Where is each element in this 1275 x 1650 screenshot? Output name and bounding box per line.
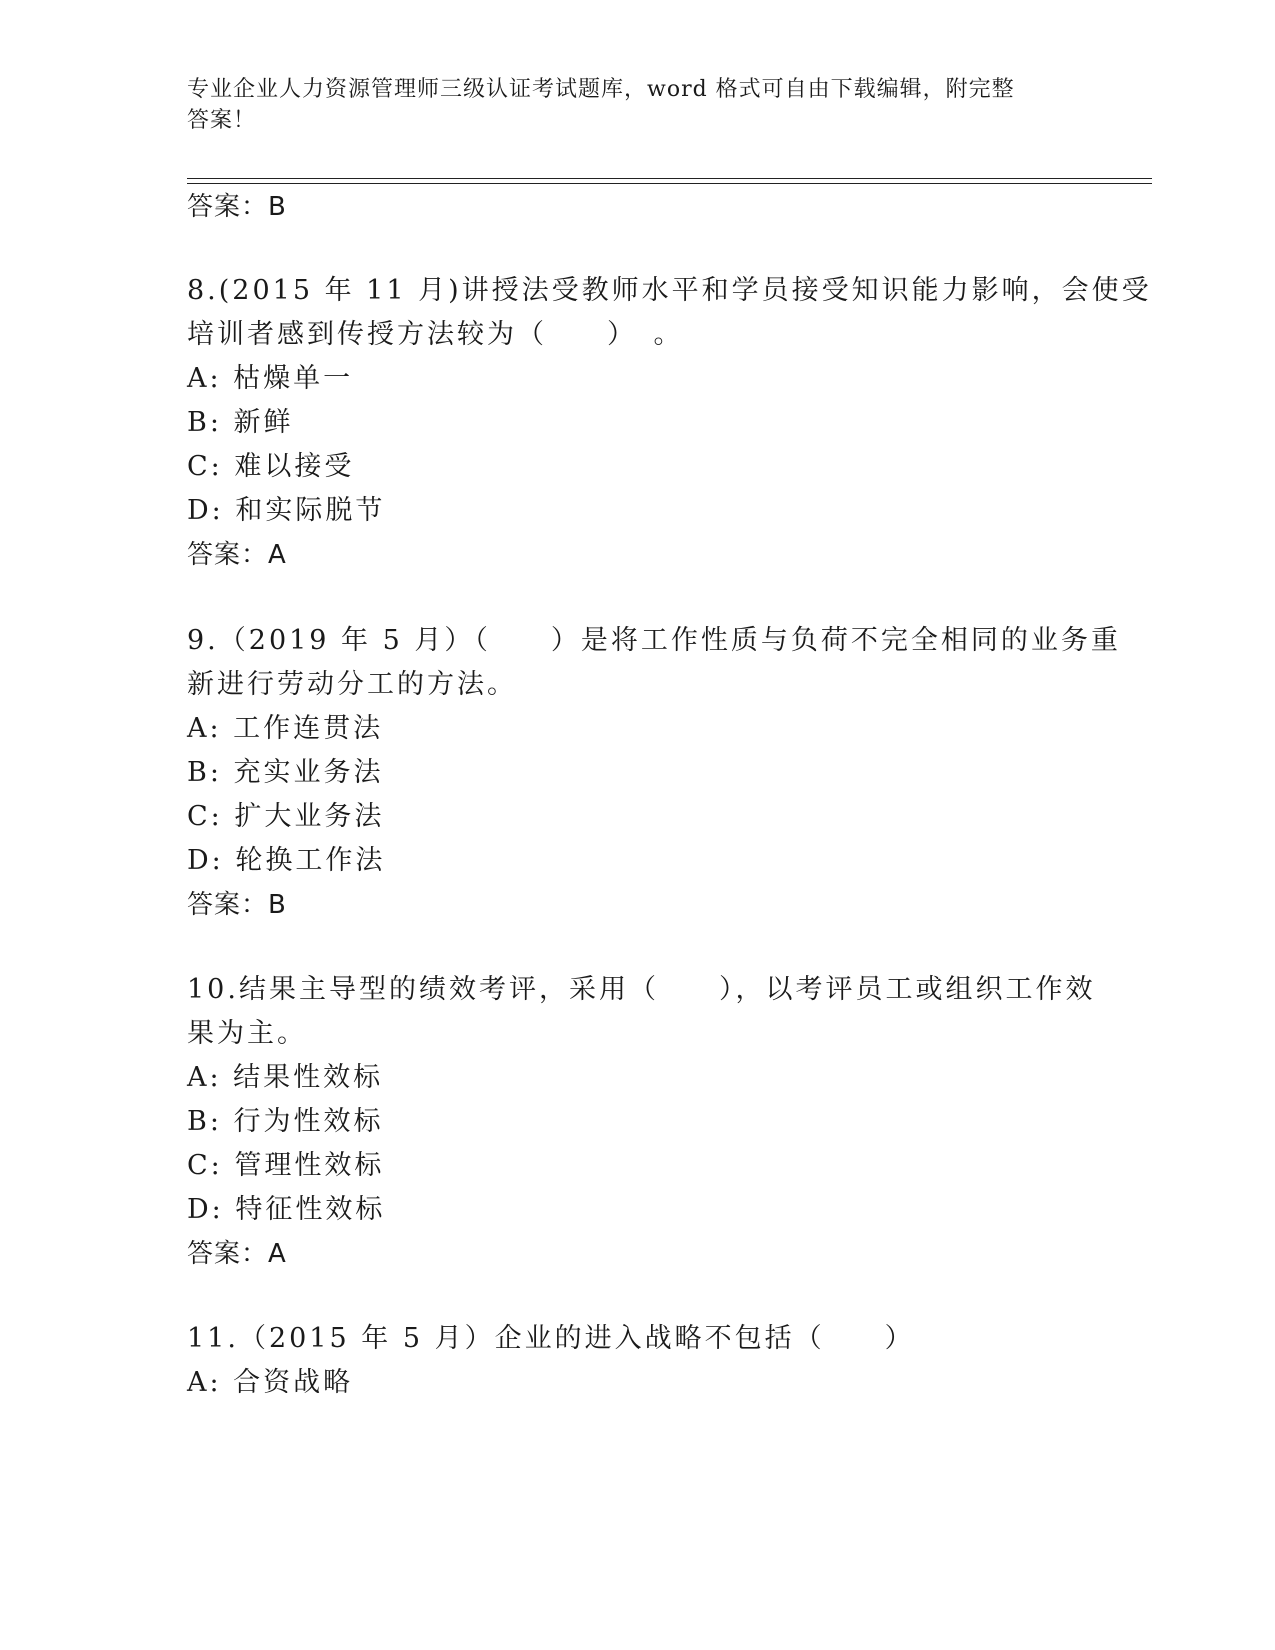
question-10-line-1: 10.结果主导型的绩效考评，采用（ ），以考评员工或组织工作效 (187, 974, 1096, 1005)
question-8-option-b: B: 新鲜 (187, 407, 294, 438)
question-8-option-c: C: 难以接受 (187, 451, 355, 482)
question-9-option-c: C: 扩大业务法 (187, 801, 385, 832)
question-10-line-2: 果为主。 (187, 1018, 307, 1049)
question-10-option-c: C: 管理性效标 (187, 1150, 385, 1181)
question-8-line-2: 培训者感到传授方法较为（ ） 。 (187, 319, 684, 350)
header-line-1: 专业企业人力资源管理师三级认证考试题库，word 格式可自由下载编辑，附完整 (187, 77, 1015, 102)
question-8-option-a: A: 枯燥单一 (187, 363, 354, 394)
header-rule-top (187, 178, 1152, 179)
question-9-line-2: 新进行劳动分工的方法。 (187, 669, 517, 700)
header-line-2: 答案！ (187, 108, 257, 133)
question-9-line-1: 9.（2019 年 5 月）（ ）是将工作性质与负荷不完全相同的业务重 (187, 625, 1121, 656)
previous-answer: 答案：B (187, 192, 287, 222)
question-8-option-d: D: 和实际脱节 (187, 495, 386, 526)
question-9-option-d: D: 轮换工作法 (187, 845, 386, 876)
page-header (187, 74, 1087, 136)
question-11-line-1: 11.（2015 年 5 月）企业的进入战略不包括（ ） (187, 1323, 915, 1354)
question-9-option-a: A: 工作连贯法 (187, 713, 384, 744)
question-10-option-d: D: 特征性效标 (187, 1194, 386, 1225)
question-9-option-b: B: 充实业务法 (187, 757, 384, 788)
question-9-answer: 答案：B (187, 890, 287, 920)
question-8-answer: 答案：A (187, 540, 287, 570)
question-10-answer: 答案：A (187, 1239, 287, 1269)
question-10-option-a: A: 结果性效标 (187, 1062, 384, 1093)
question-10-option-b: B: 行为性效标 (187, 1106, 384, 1137)
question-11-option-a: A: 合资战略 (187, 1367, 354, 1398)
question-8-line-1: 8.(2015 年 11 月)讲授法受教师水平和学员接受知识能力影响，会使受 (187, 275, 1152, 306)
header-rule-bottom (187, 183, 1152, 184)
